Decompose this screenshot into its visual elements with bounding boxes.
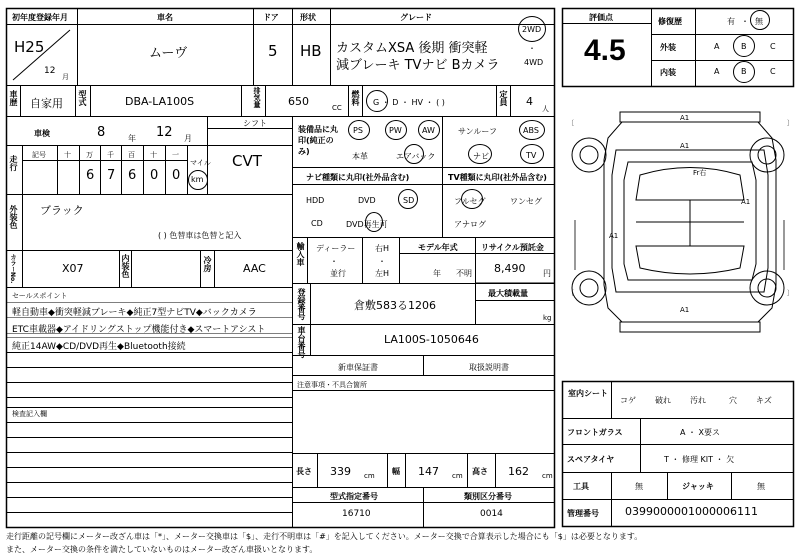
sales-line-3: 純正14AW◆CD/DVD再生◆Bluetooth接続 (12, 342, 186, 352)
drive-dot: ・ (528, 44, 536, 53)
class-no-value: 0014 (480, 509, 503, 519)
sales-line-1: 軽自動車◆衝突軽減ブレーキ◆純正7型ナビTV◆バックカメラ (12, 308, 257, 318)
usage-value: 自家用 (30, 97, 63, 110)
spare-value: T ・ 修理 KIT ・ 欠 (664, 455, 735, 464)
type-no-label: 型式指定番号 (330, 492, 378, 501)
footer-line-1: 走行距離の記号欄にメーター改ざん車は「*」、メーター交換車は「$」、走行不明車は「#」を記入してください。メーター交換で合算表示した場合にも「$」は必要となります。 (6, 532, 643, 541)
symbol-label: 記号 (32, 151, 46, 159)
width-label: 幅 (392, 467, 400, 476)
equip-airbag: エアバック (396, 152, 436, 161)
doors-label: ドア (263, 13, 279, 22)
inspection-month-unit: 月 (184, 134, 192, 143)
navi-type-label: ナビ種類に丸印(社外品含む) (306, 173, 410, 182)
equip-sunroof: サンルーフ (458, 127, 497, 136)
grade-line-2: 減ブレーキ TVナビ Bカメラ (336, 58, 500, 73)
diagram-mark-tl: 〔 (567, 119, 574, 127)
exterior-c: C (770, 42, 776, 51)
shape-label: 形状 (300, 13, 316, 22)
tv-type-label: TV種類に丸印(社外品含む) (448, 173, 547, 182)
seat-label: 室内シート (568, 389, 608, 398)
import-dealer: ディーラー (316, 244, 356, 253)
model-label: 型式 (78, 90, 87, 106)
windshield-value: A ・ X要ス (680, 428, 721, 437)
seat-scratch: キズ (756, 396, 772, 405)
shift-label: シフト (243, 119, 267, 128)
interior-label: 内装 (660, 68, 676, 77)
repair-no: 無 (755, 17, 763, 26)
color-note: ( ) 色替車は色替と記入 (158, 231, 242, 240)
import-label: 輸入車 (296, 242, 305, 266)
width-value: 147 (418, 465, 439, 478)
interior-a: A (714, 67, 720, 76)
digit-4: 6 (128, 168, 137, 183)
score-value: 4.5 (584, 34, 626, 67)
diagram-front-right: Fr右 (693, 169, 707, 177)
manual-label: 取扱説明書 (469, 363, 509, 372)
digit-label-2: 万 (86, 151, 93, 159)
score-label: 評価点 (589, 13, 613, 22)
displacement-unit: CC (332, 104, 342, 112)
registration-plate: 倉敷583る1206 (354, 299, 436, 312)
car-name-value: ムーヴ (149, 46, 188, 61)
width-unit: cm (452, 472, 463, 480)
chassis-value: LA100S-1050646 (384, 333, 479, 346)
equip-tv: TV (526, 151, 537, 160)
tv-oneseg: ワンセグ (510, 197, 542, 206)
sales-label: セールスポイント (12, 292, 68, 300)
type-no-value: 16710 (342, 509, 371, 519)
equip-navi: ナビ (473, 152, 489, 161)
color-no-label: カラーNo. (9, 254, 16, 284)
sales-line-2: ETC車載器◆アイドリングストップ機能付き◆スマートアシスト (12, 325, 266, 335)
repair-label: 修復歴 (658, 17, 682, 26)
first-reg-label: 初年度登録年月 (12, 13, 68, 22)
height-value: 162 (508, 465, 529, 478)
drive-4wd: 4WD (524, 58, 544, 67)
first-reg-year: H25 (14, 38, 45, 56)
color-label: 外装色 (9, 205, 18, 229)
diagram-a1-rear: A1 (680, 306, 690, 314)
exterior-b: B (741, 42, 747, 51)
diagram-mark-bl: 〔 (567, 289, 574, 297)
max-load-unit: kg (543, 314, 552, 322)
notes-label: 注意事項・不具合箇所 (297, 381, 367, 389)
navi-cd: CD (311, 219, 323, 228)
height-unit: cm (542, 472, 553, 480)
repair-dot: ・ (741, 17, 749, 26)
digit-label-5: 十 (150, 151, 157, 159)
shape-value: HB (300, 42, 322, 60)
import-parallel: 並行 (330, 269, 346, 278)
max-load-label: 最大積載量 (488, 289, 528, 298)
km-label: km (191, 175, 204, 184)
grade-line-1: カスタムXSA 後期 衝突軽 (336, 41, 488, 56)
ac-label: 冷房 (203, 256, 212, 272)
navi-dvd-play: DVD再生可 (346, 220, 388, 229)
inspection-month: 12 (156, 125, 173, 140)
length-value: 339 (330, 465, 351, 478)
digit-label-3: 千 (107, 151, 114, 159)
diagram-mark-tr: 〕 (787, 119, 794, 127)
grade-label: グレード (400, 13, 432, 22)
digit-5: 0 (150, 168, 159, 183)
seat-burn: コゲ (620, 396, 636, 405)
equip-pw: PW (389, 126, 402, 135)
registration-label: 登録番号 (297, 288, 306, 320)
shift-value: CVT (232, 152, 262, 170)
capacity-value: 4 (526, 95, 533, 108)
digit-6: 0 (172, 168, 181, 183)
model-value: DBA-LA100S (125, 95, 195, 108)
tools-label: 工具 (573, 482, 589, 491)
equipment-label: 装備品に丸印(純正のみ) (298, 125, 338, 156)
usage-label: 車歴 (9, 90, 18, 106)
jack-label: ジャッキ (682, 482, 714, 491)
diagram-a1-right: A1 (741, 198, 751, 206)
digit-label-6: 一 (172, 151, 179, 159)
car-name-label: 車名 (157, 13, 173, 22)
recycle-unit: 円 (543, 269, 551, 278)
car-damage-diagram (572, 112, 784, 332)
mileage-label: 走行 (9, 155, 18, 171)
digit-3: 7 (107, 168, 116, 183)
navi-dvd: DVD (358, 196, 376, 205)
repair-yes: 有 (727, 17, 735, 26)
inspector-label: 検査記入欄 (12, 410, 47, 418)
digit-label-1: 十 (64, 151, 71, 159)
fuel-label: 燃料 (351, 90, 360, 106)
chassis-label: 車台番号 (297, 326, 306, 358)
inspection-year-unit: 年 (128, 134, 136, 143)
recycle-value: 8,490 (494, 262, 526, 275)
seat-hole: 穴 (729, 396, 737, 405)
first-reg-month: 12 (44, 66, 56, 76)
color-no-value: X07 (62, 262, 84, 275)
import-right-h: 右H (375, 244, 390, 253)
equip-ps: PS (353, 126, 363, 135)
import-left-h: 左H (375, 269, 390, 278)
equip-leather: 本革 (352, 152, 368, 161)
spare-label: スペアタイヤ (567, 455, 615, 464)
import-dot-2: ・ (378, 257, 386, 266)
digit-2: 6 (86, 168, 95, 183)
inspection-year: 8 (97, 125, 106, 140)
height-label: 高さ (472, 467, 488, 476)
mgmt-value: 0399000001000006111 (625, 505, 758, 518)
class-no-label: 類別区分番号 (464, 492, 512, 501)
color-value: ブラック (40, 204, 84, 217)
seat-tear: 破れ (655, 396, 671, 405)
tv-fullseg: フルセグ (454, 197, 486, 206)
navi-hdd: HDD (306, 196, 325, 205)
interior-color-label: 内装色 (121, 254, 130, 278)
capacity-unit: 人 (542, 105, 549, 113)
length-unit: cm (364, 472, 375, 480)
diagram-a1-hood: A1 (680, 142, 690, 150)
exterior-label: 外装 (660, 43, 676, 52)
length-label: 長さ (296, 467, 312, 476)
navi-sd: SD (403, 196, 415, 205)
mgmt-label: 管理番号 (567, 509, 599, 518)
diagram-mark-br: 〕 (787, 289, 794, 297)
displacement-label: 排気量 (253, 87, 261, 108)
tools-value: 無 (635, 482, 643, 491)
seat-stain: 汚れ (690, 396, 706, 405)
import-dot: ・ (330, 257, 338, 266)
displacement-value: 650 (288, 95, 309, 108)
mile-label: マイル (190, 159, 211, 167)
model-year-unit: 年 (433, 269, 441, 278)
footer-line-2: また、メーター交換の条件を満たしていないものはメーター改ざん車扱いとなります。 (6, 545, 318, 554)
equip-abs: ABS (523, 126, 539, 135)
model-year-label: モデル年式 (418, 243, 458, 252)
interior-b: B (741, 67, 747, 76)
diagram-a1-left: A1 (609, 232, 619, 240)
warranty-label: 新車保証書 (338, 363, 378, 372)
inspection-label: 車検 (34, 129, 50, 138)
windshield-label: フロントガラス (567, 428, 623, 437)
digit-label-4: 百 (128, 151, 135, 159)
fuel-options: G ・ D ・ HV ・ ( ) (373, 98, 445, 107)
interior-c: C (770, 67, 776, 76)
equip-aw: AW (422, 126, 435, 135)
doors-value: 5 (268, 42, 278, 60)
recycle-label: リサイクル預託金 (481, 243, 544, 252)
drive-2wd: 2WD (522, 25, 542, 34)
model-year-value: 不明 (456, 269, 472, 278)
tv-analog: アナログ (454, 220, 486, 229)
diagram-a1-top: A1 (680, 114, 690, 122)
ac-value: AAC (243, 262, 266, 275)
month-unit: 月 (62, 73, 69, 81)
capacity-label: 定員 (499, 90, 508, 106)
exterior-a: A (714, 42, 720, 51)
jack-value: 無 (757, 482, 765, 491)
